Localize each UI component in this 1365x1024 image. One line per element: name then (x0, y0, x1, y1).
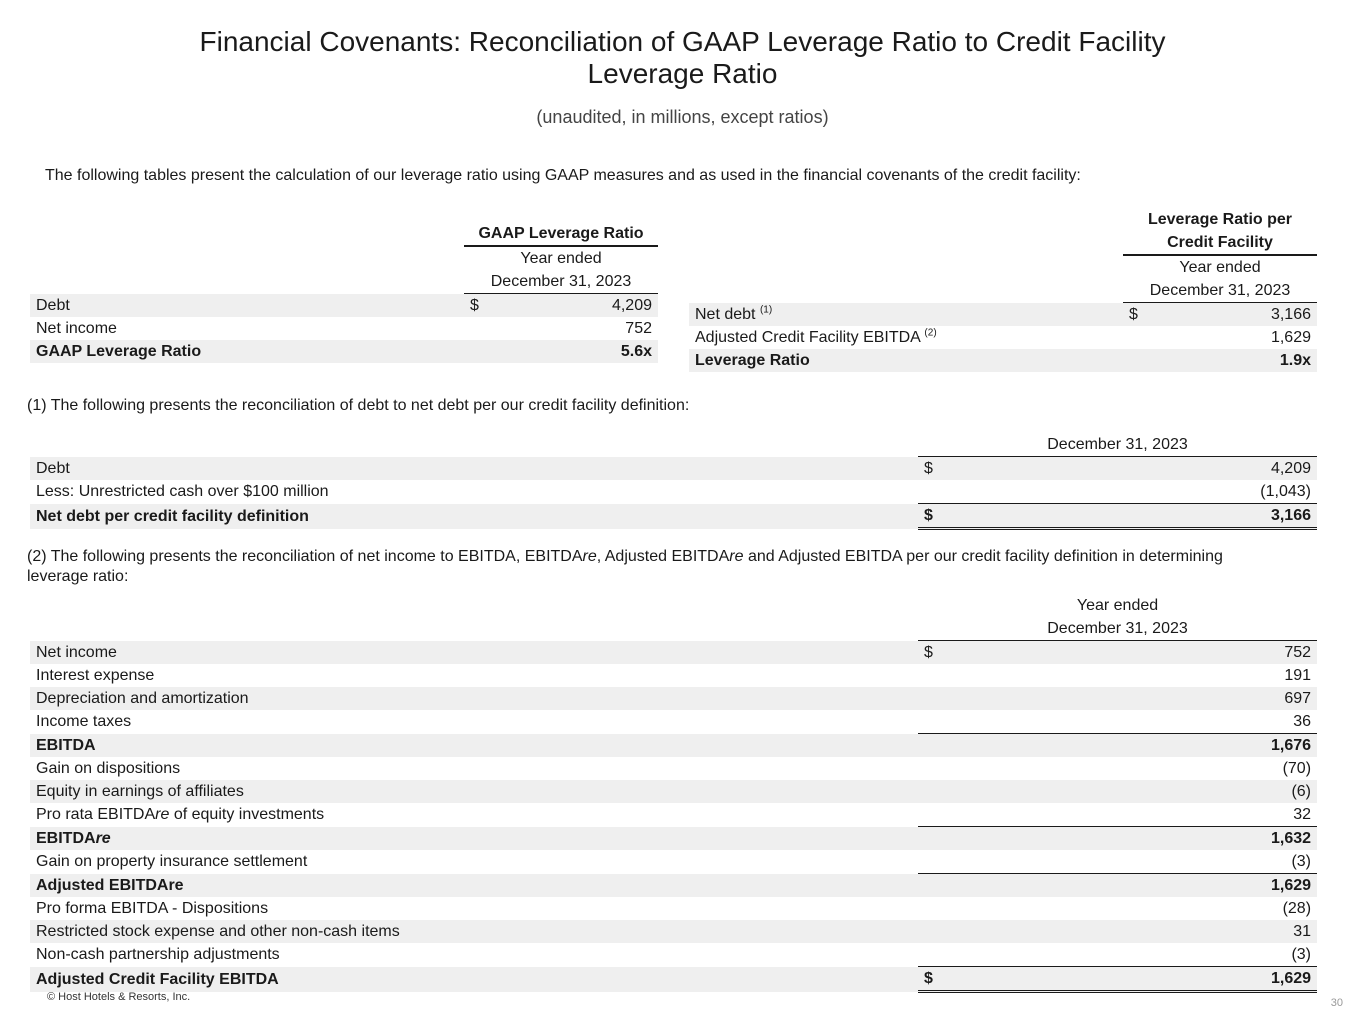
row-currency: $ (1123, 303, 1151, 327)
row-value: (3) (1291, 853, 1312, 870)
note-2-text (27, 547, 1223, 587)
table-row (30, 294, 658, 318)
footnote-marker: (2) (924, 327, 937, 339)
row-value: 3,166 (946, 504, 1317, 529)
table-row (30, 710, 1317, 734)
row-label: EBITDA (30, 734, 918, 758)
table-row (30, 480, 1317, 504)
table-row (30, 457, 1317, 481)
row-label (689, 326, 1123, 349)
row-value: 31 (946, 920, 1317, 943)
table-row (689, 303, 1317, 327)
row-label: Restricted stock expense and other non-cash items (30, 920, 918, 943)
subtitle: (unaudited, in millions, except ratios) (536, 107, 829, 127)
row-label-text: Net debt (695, 305, 756, 323)
title-line-1: Financial Covenants: Reconciliation of GAAP Leverage Ratio to Credit Facility (199, 26, 1166, 57)
intro-text: The following tables present the calculation of our leverage ratio using GAAP measures and as used in the financial covenants of the credit facility: (45, 167, 1081, 184)
row-value: 3,166 (1151, 303, 1317, 327)
row-value: 1,629 (946, 874, 1317, 898)
row-label (30, 803, 918, 827)
gaap-period-line-1: Year ended (520, 250, 602, 267)
row-value: 1,629 (946, 967, 1317, 992)
row-value: 1.9x (1151, 349, 1317, 372)
facility-header-line-1: Leverage Ratio per (1147, 211, 1293, 228)
row-label: Gain on property insurance settlement (36, 853, 308, 871)
row-currency: $ (918, 457, 946, 481)
table-row (30, 734, 1317, 758)
row-label: Non-cash partnership adjustments (36, 946, 280, 964)
table-row (30, 803, 1317, 827)
table-row (30, 340, 658, 363)
table-row (30, 967, 1317, 992)
table-row (30, 850, 1317, 874)
table-row (30, 664, 1317, 687)
row-label: Adjusted EBITDAre (30, 874, 918, 898)
table-row (30, 641, 1317, 665)
table-row (30, 827, 1317, 851)
note-2-period-line-2: December 31, 2023 (1047, 620, 1188, 637)
table-row (689, 326, 1317, 349)
table-row (30, 943, 1317, 967)
row-value: (70) (1282, 760, 1312, 777)
row-currency (918, 480, 946, 504)
row-currency (464, 340, 492, 363)
gaap-leverage-table (30, 222, 658, 363)
row-label: GAAP Leverage Ratio (30, 340, 464, 363)
row-value: 1,632 (946, 827, 1317, 851)
table-row (30, 874, 1317, 898)
note-1-period: December 31, 2023 (1047, 436, 1188, 453)
row-currency: $ (918, 641, 946, 665)
title-line-2: Leverage Ratio (587, 58, 778, 89)
row-label: Adjusted Credit Facility EBITDA (30, 967, 918, 992)
note-2-italic-part: re (729, 548, 744, 565)
row-label: Debt (30, 457, 918, 481)
row-label: Pro forma EBITDA - Dispositions (36, 900, 269, 917)
row-currency (464, 317, 492, 340)
row-value: 5.6x (492, 340, 658, 363)
table-row (30, 504, 1317, 529)
row-currency (1123, 349, 1151, 372)
row-value: 752 (946, 641, 1317, 665)
note-2-period-line-1: Year ended (1076, 597, 1159, 614)
note-2-line-2: leverage ratio: (27, 568, 129, 585)
facility-period-line-1: Year ended (1179, 259, 1261, 276)
ebitda-table (30, 594, 1317, 993)
row-label: Income taxes (36, 713, 132, 731)
note-2-text-part: , Adjusted EBITDA (596, 548, 730, 565)
row-value: 4,209 (492, 294, 658, 318)
note-1-text: (1) The following presents the reconciliation of debt to net debt per our credit facility definition: (27, 397, 690, 414)
row-label: Net income (30, 641, 918, 665)
table-row (30, 757, 1317, 780)
row-label: Interest expense (36, 667, 155, 684)
row-currency: $ (464, 294, 492, 318)
note-2-italic-part: re (582, 548, 597, 565)
row-label-text: EBITDA (36, 829, 96, 847)
row-currency (1123, 326, 1151, 349)
row-value: 752 (625, 320, 652, 337)
table-row (689, 349, 1317, 372)
row-currency: $ (918, 504, 946, 529)
row-label (689, 303, 1123, 327)
row-value: (6) (946, 780, 1317, 803)
row-value: (1,043) (1260, 483, 1311, 500)
page-number: 30 (1330, 997, 1343, 1009)
row-value: 1,629 (1270, 329, 1311, 346)
row-label: Less: Unrestricted cash over $100 million (36, 483, 329, 501)
row-label: Net income (36, 320, 117, 337)
facility-header-line-2: Credit Facility (1167, 234, 1273, 251)
gaap-table-header: GAAP Leverage Ratio (464, 222, 658, 246)
row-label (30, 827, 918, 851)
row-label-text: of equity investments (169, 806, 325, 824)
table-row (30, 897, 1317, 920)
row-label-italic: re (155, 806, 170, 824)
row-label-text: Adjusted Credit Facility EBITDA (695, 329, 920, 346)
row-value: 36 (1293, 713, 1312, 730)
row-label: Gain on dispositions (36, 760, 181, 777)
row-label: Debt (30, 294, 464, 318)
row-value: 697 (946, 687, 1317, 710)
facility-table-header (1123, 208, 1317, 255)
row-label: Equity in earnings of affiliates (30, 780, 918, 803)
row-value: 4,209 (946, 457, 1317, 481)
note-2-text-part: and Adjusted EBITDA per our credit facility definition in determining (743, 548, 1223, 565)
page-title (0, 26, 1365, 90)
gaap-period-line-2: December 31, 2023 (490, 273, 632, 290)
row-currency: $ (918, 967, 946, 992)
table-row (30, 920, 1317, 943)
table-row (30, 317, 658, 340)
row-label-text: Pro rata EBITDA (36, 806, 156, 824)
row-value: (3) (1291, 946, 1312, 963)
row-value: (28) (1282, 900, 1312, 917)
row-label: Leverage Ratio (689, 349, 1123, 372)
row-value: 191 (1284, 667, 1312, 684)
note-2-text-part: (2) The following presents the reconciliation of net income to EBITDA, EBITDA (27, 548, 583, 565)
footnote-marker: (1) (759, 304, 773, 316)
net-debt-table (30, 433, 1317, 530)
copyright-footer: © Host Hotels & Resorts, Inc. (47, 991, 191, 1003)
row-value: 1,676 (946, 734, 1317, 758)
table-row (30, 687, 1317, 710)
facility-leverage-table (689, 208, 1317, 372)
row-value: 32 (1293, 806, 1312, 823)
note-2-line-1 (27, 547, 1223, 567)
row-label-italic: re (95, 829, 111, 847)
row-label: Depreciation and amortization (30, 687, 918, 710)
facility-period-line-2: December 31, 2023 (1149, 282, 1291, 299)
row-label: Net debt per credit facility definition (30, 504, 918, 529)
table-row (30, 780, 1317, 803)
